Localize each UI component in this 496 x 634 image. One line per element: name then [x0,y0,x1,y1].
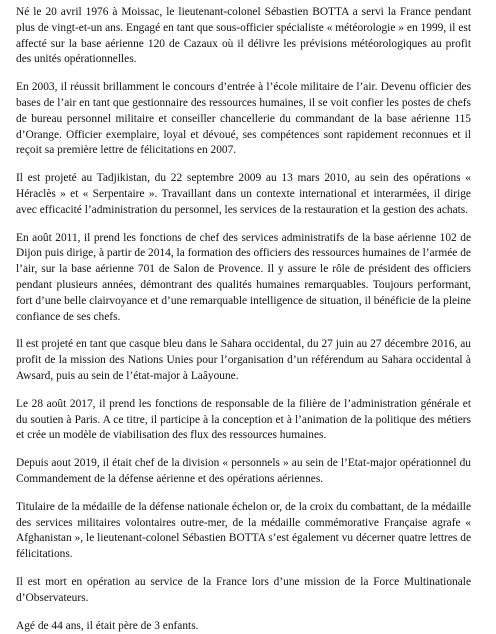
paragraph-tajikistan: Il est projeté au Tadjikistan, du 22 septembre 2009 au 13 mars 2010, au sein des opérations « Héraclès » et « Serpentaire ». Travaillant dans un contexte international et interarmées, il dirige avec efficacité l’administration du personnel, les services de la restauration et la gestion des achats. [16,171,471,218]
paragraph-decorations: Titulaire de la médaille de la défense nationale échelon or, de la croix du combattant, de la médaille des services militaires volontaires outre-mer, de la médaille commémorative Française agrafe « Afghanistan », le lieutenant-colonel Sébastien BOTTA s’est également vu décerner quatre lettres de félicitations. [16,500,471,563]
paragraph-death: Il est mort en opération au service de la France lors d’une mission de la Force Multinationale d’Observateurs. [16,575,471,607]
paragraph-sahara-occidental: Il est projeté en tant que casque bleu dans le Sahara occidental, du 27 juin au 27 décembre 2016, au profit de la mission des Nations Unies pour l’organisation d’un référendum au Sahara occidental à Awsard, puis au sein de l’état-major à Laâyoune. [16,337,471,384]
paragraph-birth-and-enlistment: Né le 20 avril 1976 à Moissac, le lieutenant-colonel Sébastien BOTTA a servi la France pendant plus de vingt-et-un ans. Engagé en tant que sous-officier spécialiste « météorologie » en 1999, il est affecté sur la base aérienne 120 de Cazaux où il délivre les prévisions météorologiques au profit des unités opérationnelles. [16,5,471,68]
biography-document [16,5,471,634]
paragraph-dijon-salon: En août 2011, il prend les fonctions de chef des services administratifs de la base aérienne 102 de Dijon puis dirige, à partir de 2014, la formation des officiers des ressources humaines de l’armée de l’air, sur la base aérienne 701 de Salon de Provence. Il y assure le rôle de président des officiers pendant plusieurs années, démontrant des qualités humaines remarquables. Toujours performant, fort d’une belle clairvoyance et d’une remarquable intelligence de situation, il bénéficie de la pleine confiance de ses chefs. [16,231,471,326]
paragraph-family: Agé de 44 ans, il était père de 3 enfants. [16,619,471,634]
paragraph-officer-school: En 2003, il réussit brillamment le concours d’entrée à l’école militaire de l’air. Devenu officier des bases de l’air en tant que gestionnaire des ressources humaines, il se voit confier les postes de chefs de bureau personnel militaire et conseiller chancellerie du commandant de la base aérienne 115 d’Orange. Officier exemplaire, loyal et dévoué, ses compétences sont rapidement reconnues et il reçoit sa première lettre de félicitations en 2007. [16,80,471,159]
paragraph-etat-major: Depuis aout 2019, il était chef de la division « personnels » au sein de l’Etat-major opérationnel du Commandement de la défense aérienne et des opérations aériennes. [16,456,471,488]
paragraph-paris: Le 28 août 2017, il prend les fonctions de responsable de la filière de l’administration générale et du soutien à Paris. A ce titre, il participe à la conception et à l’animation de la politique des métiers et crée un modèle de viabilisation des flux des ressources humaines. [16,397,471,444]
